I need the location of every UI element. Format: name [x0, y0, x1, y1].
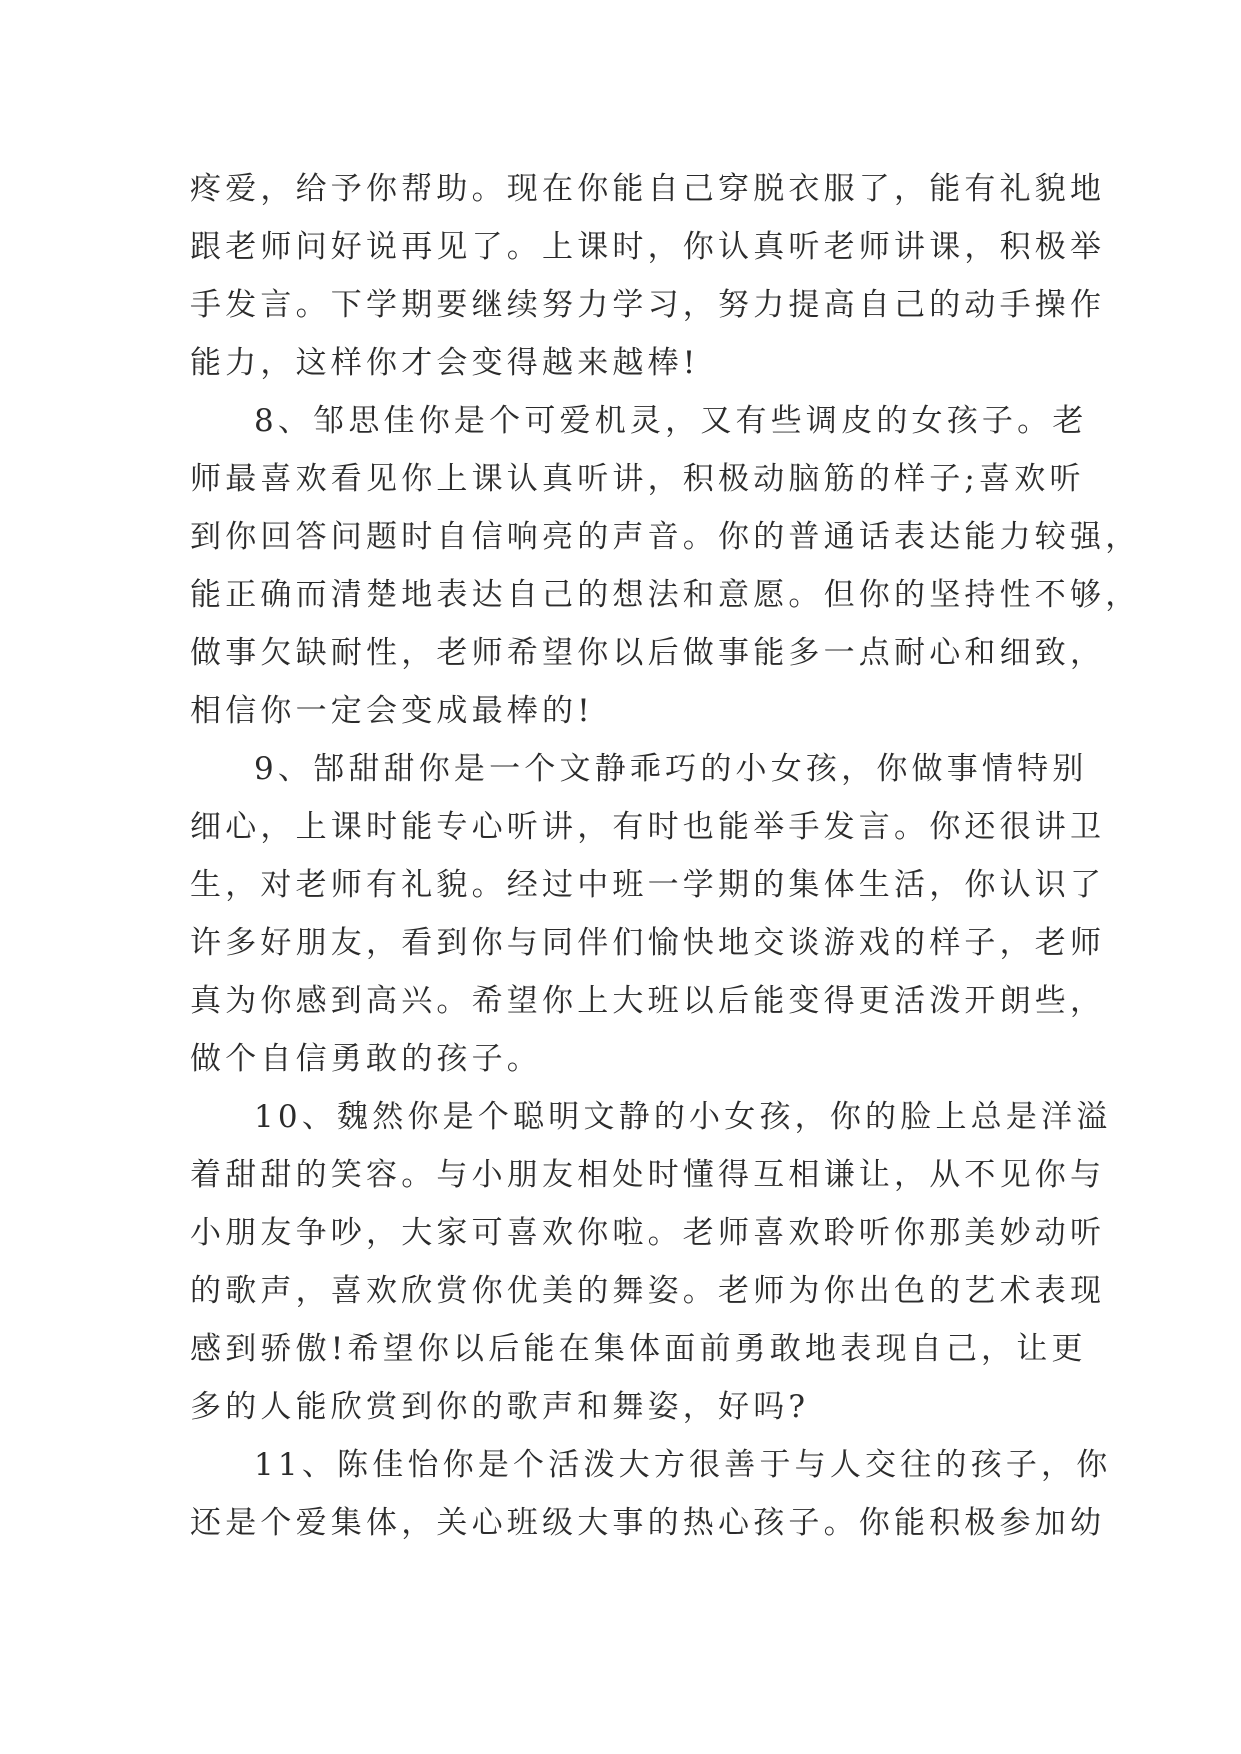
- text-line: 师最喜欢看见你上课认真听讲，积极动脑筋的样子;喜欢听: [190, 461, 1085, 497]
- text-line: 还是个爱集体，关心班级大事的热心孩子。你能积极参加幼: [190, 1505, 1106, 1541]
- text-line: 到你回答问题时自信响亮的声音。你的普通话表达能力较强，: [190, 519, 1141, 555]
- text-line: 能正确而清楚地表达自己的想法和意愿。但你的坚持性不够，: [190, 577, 1141, 613]
- text-line: 生，对老师有礼貌。经过中班一学期的集体生活，你认识了: [190, 867, 1106, 903]
- text-line: 多的人能欣赏到你的歌声和舞姿，好吗?: [190, 1389, 810, 1425]
- text-line: 疼爱，给予你帮助。现在你能自己穿脱衣服了，能有礼貌地: [190, 171, 1106, 207]
- document-body: [190, 160, 1141, 1552]
- text-line: 跟老师问好说再见了。上课时，你认真听老师讲课，积极举: [190, 229, 1106, 265]
- paragraph-first-line: 8、邹思佳你是个可爱机灵，又有些调皮的女孩子。老: [254, 403, 1088, 439]
- text-line: 着甜甜的笑容。与小朋友相处时懂得互相谦让，从不见你与: [190, 1157, 1106, 1193]
- text-line: 细心，上课时能专心听讲，有时也能举手发言。你还很讲卫: [190, 809, 1106, 845]
- paragraph-first-line: 11、陈佳怡你是个活泼大方很善于与人交往的孩子，你: [254, 1447, 1112, 1483]
- paragraph-first-line: 9、郜甜甜你是一个文静乖巧的小女孩，你做事情特别: [254, 751, 1088, 787]
- text-line: 能力，这样你才会变得越来越棒!: [190, 345, 700, 381]
- paragraph-first-line: 10、魏然你是个聪明文静的小女孩，你的脸上总是洋溢: [254, 1099, 1112, 1135]
- text-line: 的歌声，喜欢欣赏你优美的舞姿。老师为你出色的艺术表现: [190, 1273, 1106, 1309]
- text-line: 感到骄傲!希望你以后能在集体面前勇敢地表现自己，让更: [190, 1331, 1087, 1367]
- text-line: 真为你感到高兴。希望你上大班以后能变得更活泼开朗些，: [190, 983, 1106, 1019]
- text-line: 做事欠缺耐性，老师希望你以后做事能多一点耐心和细致，: [190, 635, 1106, 671]
- text-line: 手发言。下学期要继续努力学习，努力提高自己的动手操作: [190, 287, 1106, 323]
- text-line: 小朋友争吵，大家可喜欢你啦。老师喜欢聆听你那美妙动听: [190, 1215, 1106, 1251]
- text-line: 许多好朋友，看到你与同伴们愉快地交谈游戏的样子，老师: [190, 925, 1106, 961]
- text-line: 做个自信勇敢的孩子。: [190, 1041, 542, 1077]
- text-line: 相信你一定会变成最棒的!: [190, 693, 594, 729]
